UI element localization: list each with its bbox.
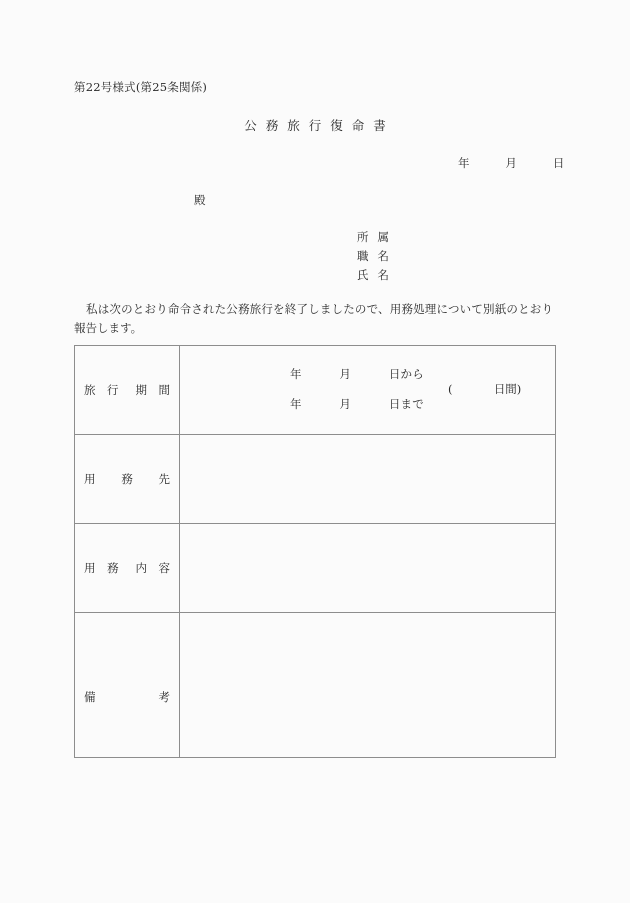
form-number: 第22号様式(第25条関係)	[74, 80, 208, 94]
body-paragraph: 私は次のとおり命令された公務旅行を終了しましたので、用務処理について別紙のとおり報告します。	[74, 302, 553, 335]
business-content-value-cell[interactable]	[180, 524, 556, 613]
travel-period-from-line	[290, 366, 424, 382]
to-day-label: 日まで	[388, 397, 424, 411]
remarks-label-second: 考	[158, 690, 170, 704]
from-day-label: 日から	[388, 367, 424, 381]
travel-period-label-second: 期 間	[135, 383, 170, 397]
remarks-label-first: 備	[84, 690, 96, 704]
business-content-label-first: 用 務	[84, 561, 119, 575]
remarks-label-cell	[75, 613, 180, 758]
table-row-travel-period	[75, 346, 556, 435]
days-unit-label: 日間)	[493, 382, 522, 396]
report-table	[74, 345, 556, 758]
destination-label-cell	[75, 435, 180, 524]
business-content-label-cell	[75, 524, 180, 613]
date-line	[458, 155, 565, 171]
date-month-label: 月	[505, 156, 518, 170]
days-open-paren: (	[448, 382, 453, 396]
destination-label-first: 用	[84, 472, 96, 486]
signature-row-affiliation	[357, 228, 389, 247]
to-year-label: 年	[290, 397, 302, 411]
date-year-label: 年	[458, 156, 470, 170]
job-title-label-first: 職	[357, 249, 369, 263]
signature-row-job-title	[357, 247, 389, 266]
date-day-label: 日	[552, 156, 565, 170]
travel-period-label-first: 旅 行	[84, 383, 119, 397]
to-month-label: 月	[339, 397, 352, 411]
table-row-remarks	[75, 613, 556, 758]
affiliation-label-first: 所	[357, 230, 369, 244]
remarks-value-cell[interactable]	[180, 613, 556, 758]
travel-period-label-cell	[75, 346, 180, 435]
affiliation-label-second: 属	[377, 230, 389, 244]
job-title-label-second: 名	[377, 249, 389, 263]
travel-period-to-line	[290, 396, 424, 412]
destination-value-cell[interactable]	[180, 435, 556, 524]
table-row-business-content	[75, 524, 556, 613]
name-label-second: 名	[377, 268, 389, 282]
signature-block	[357, 228, 389, 285]
travel-period-days-count	[448, 381, 521, 397]
travel-period-value-cell[interactable]	[180, 346, 556, 435]
table-row-destination	[75, 435, 556, 524]
name-label-first: 氏	[357, 268, 369, 282]
destination-label-second: 務	[121, 472, 133, 486]
page-title: 公務旅行復命書	[244, 118, 395, 133]
from-month-label: 月	[339, 367, 352, 381]
signature-row-name	[357, 266, 389, 285]
from-year-label: 年	[290, 367, 302, 381]
destination-label-third: 先	[158, 472, 170, 486]
addressee-honorific: 殿	[194, 193, 206, 207]
business-content-label-second: 内 容	[135, 561, 170, 575]
